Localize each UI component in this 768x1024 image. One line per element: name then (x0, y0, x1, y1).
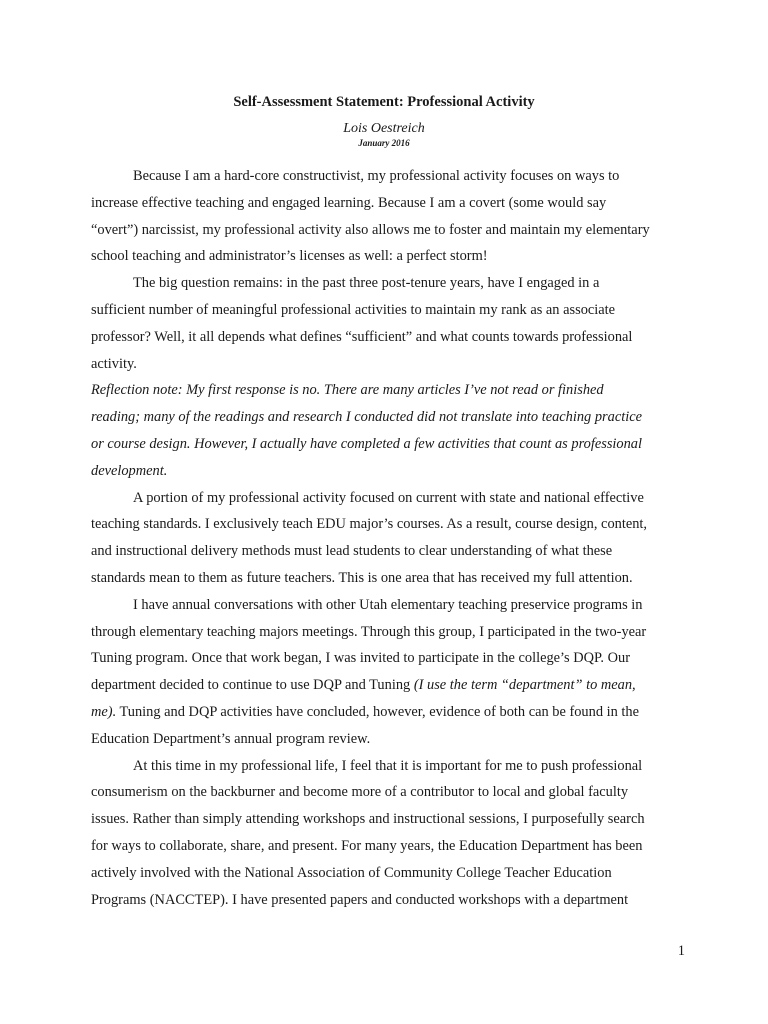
italic-aside: me). (91, 703, 117, 720)
text-line: The big question remains: in the past three post-tenure years, have I engaged in a (133, 275, 600, 292)
text-line: sufficient number of meaningful professional activities to maintain my rank as an associate (91, 301, 616, 318)
text-line (91, 699, 679, 726)
text-line: and instructional delivery methods must lead students to clear understanding of what these (91, 543, 613, 560)
text-line: I have annual conversations with other Utah elementary teaching preservice programs in (133, 596, 643, 613)
paragraph (91, 592, 679, 753)
text-line: professor? Well, it all depends what defines “sufficient” and what counts towards professional (91, 328, 633, 345)
text-line: consumerism on the backburner and become more of a contributor to local and global faculty (91, 784, 629, 801)
text-line: reading; many of the readings and research I conducted did not translate into teaching practice (91, 409, 643, 426)
text-line: school teaching and administrator’s licenses as well: a perfect storm! (91, 248, 488, 265)
paragraph (91, 753, 679, 914)
reflection-note (91, 377, 679, 484)
text-line: At this time in my professional life, I feel that it is important for me to push professional (133, 757, 643, 774)
document-date: January 2016 (358, 138, 410, 148)
text-line: Education Department’s annual program review. (91, 730, 371, 747)
text-line: issues. Rather than simply attending workshops and instructional sessions, I purposefully search (91, 811, 645, 828)
text-line: “overt”) narcissist, my professional activity also allows me to foster and maintain my elementary (91, 221, 650, 238)
text-line: activity. (91, 355, 137, 372)
text-segment: Tuning and DQP activities have concluded, however, evidence of both can be found in the (116, 703, 639, 720)
text-line (91, 672, 679, 699)
text-line: Programs (NACCTEP). I have presented papers and conducted workshops with a department (91, 891, 629, 908)
paragraph (91, 163, 679, 270)
page-number: 1 (677, 943, 685, 959)
text-line: for ways to collaborate, share, and present. For many years, the Education Department has been (91, 837, 643, 854)
document-title: Self-Assessment Statement: Professional Activity (233, 94, 535, 110)
text-segment: department decided to continue to use DQP and Tuning (91, 677, 414, 694)
text-line: through elementary teaching majors meetings. Through this group, I participated in the two-year (91, 623, 647, 640)
text-line: standards mean to them as future teachers. This is one area that has received my full attention. (91, 569, 633, 586)
text-line: actively involved with the National Association of Community College Teacher Education (91, 864, 612, 881)
italic-aside: (I use the term “department” to mean, (413, 677, 636, 694)
text-line: A portion of my professional activity focused on current with state and national effective (133, 489, 644, 506)
text-line: Reflection note: My first response is no. There are many articles I’ve not read or finished (91, 382, 604, 399)
text-line: Tuning program. Once that work began, I was invited to participate in the college’s DQP. Our (91, 650, 631, 667)
text-line: teaching standards. I exclusively teach EDU major’s courses. As a result, course design, content, (91, 516, 648, 533)
document-body (91, 163, 679, 913)
paragraph (91, 485, 679, 592)
author-name: Lois Oestreich (343, 121, 425, 136)
text-line: increase effective teaching and engaged learning. Because I am a covert (some would say (91, 194, 607, 211)
text-line: or course design. However, I actually have completed a few activities that count as professional (91, 435, 643, 452)
text-line: development. (91, 462, 168, 479)
paragraph (91, 270, 679, 377)
text-line: Because I am a hard-core constructivist, my professional activity focuses on ways to (133, 168, 620, 184)
